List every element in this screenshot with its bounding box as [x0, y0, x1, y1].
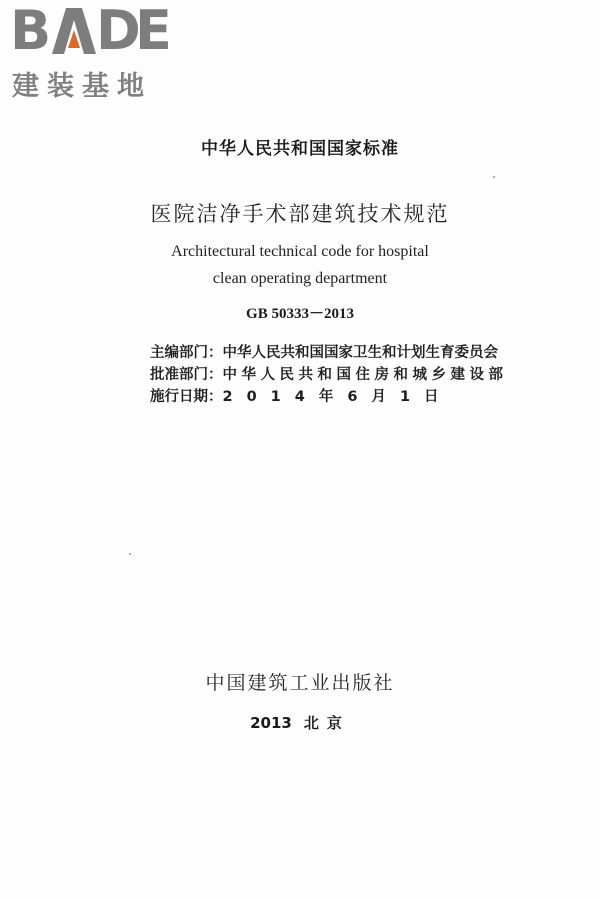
meta-label: 施行日期：: [150, 389, 223, 405]
title-english: [0, 238, 600, 292]
paper-speck: [129, 553, 131, 555]
meta-label: 批准部门：: [150, 367, 223, 383]
logo-a-icon: [52, 8, 96, 54]
bade-logo: [10, 0, 180, 102]
publication-line: [0, 712, 600, 733]
meta-value: 中华人民共和国住房和城乡建设部: [222, 367, 508, 383]
logo-letter-a: [52, 8, 96, 54]
meta-label: 主编部门：: [150, 345, 223, 361]
logo-letter-b: B: [10, 0, 50, 62]
publisher: 中国建筑工业出版社: [205, 672, 395, 694]
title-english-line-1: Architectural technical code for hospital: [171, 243, 429, 260]
logo-subtitle: 建装基地: [12, 71, 152, 102]
meta-row-approver: [150, 364, 508, 386]
meta-row-chief-editor: [150, 342, 508, 364]
paper-speck: [493, 176, 495, 178]
meta-row-effective-date: [150, 386, 508, 408]
meta-block: [150, 342, 508, 408]
standard-code: GB 50333－2013: [246, 306, 354, 322]
title-english-line-2: clean operating department: [212, 270, 388, 287]
title-chinese: 医院洁净手术部建筑技术规范: [150, 202, 450, 226]
standard-type: 中华人民共和国国家标准: [201, 139, 399, 159]
logo-letter-e: E: [135, 0, 170, 62]
meta-value: 2014年6月1日: [222, 389, 453, 405]
meta-value: 中华人民共和国国家卫生和计划生育委员会: [222, 345, 498, 361]
publication-city: 北京: [303, 714, 350, 732]
logo-letter-d: D: [96, 0, 139, 62]
logo-wordmark: [10, 0, 175, 62]
publication-year: 2013: [250, 714, 292, 732]
